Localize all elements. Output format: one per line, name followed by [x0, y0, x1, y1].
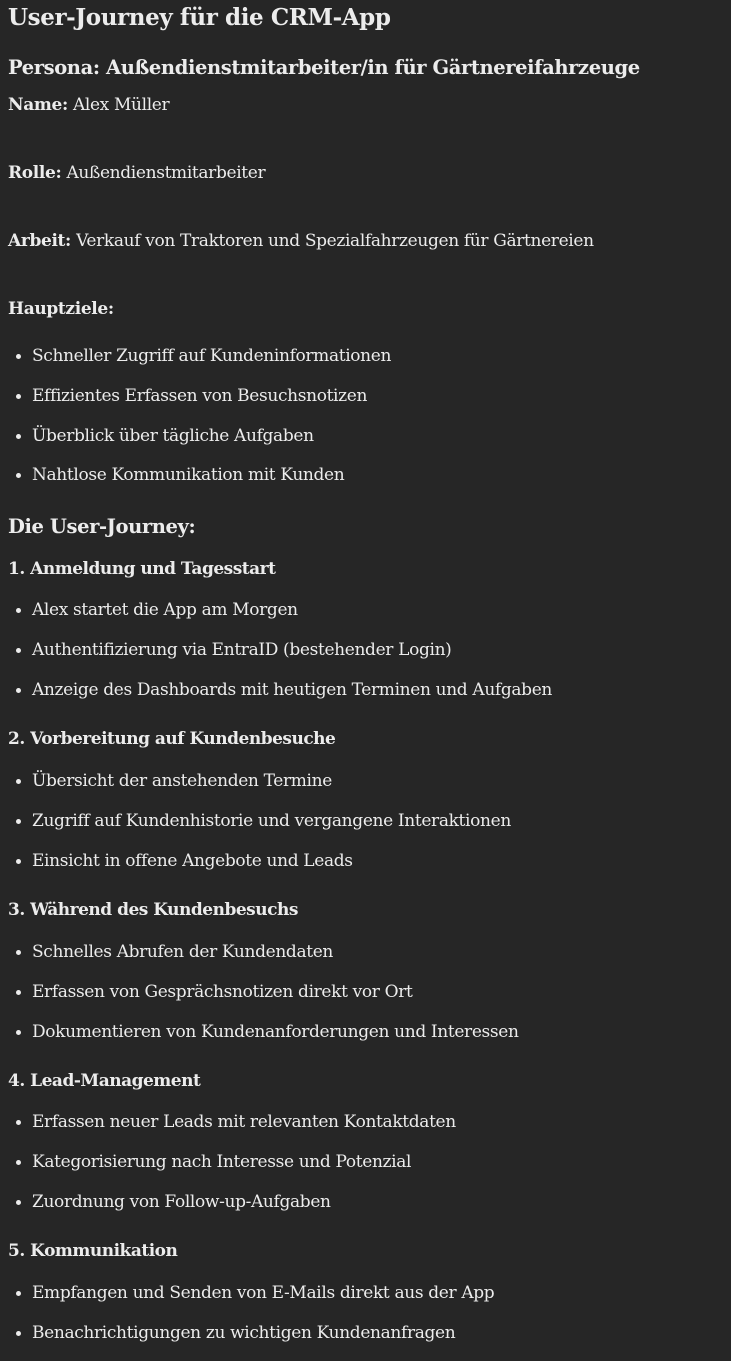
step-title: 2. Vorbereitung auf Kundenbesuche	[8, 729, 336, 749]
persona-work-label: Arbeit:	[8, 231, 71, 251]
list-item	[8, 678, 552, 718]
step-title: 1. Anmeldung und Tagesstart	[8, 559, 276, 579]
list-item-text: Nahtlose Kommunikation mit Kunden	[32, 465, 345, 486]
list-item-text: Kategorisierung nach Interesse und Potenzial	[32, 1151, 412, 1172]
list-item	[8, 1020, 519, 1060]
list-item-text: Zugriff auf Kundenhistorie und vergangene Interaktionen	[32, 810, 511, 831]
list-item	[8, 638, 552, 678]
bullet-icon	[16, 779, 21, 784]
list-item-text: Übersicht der anstehenden Termine	[32, 771, 332, 791]
bullet-icon	[16, 608, 21, 613]
list-item-text: Authentifizierung via EntraID (bestehender Login)	[32, 639, 452, 660]
step-list	[8, 598, 552, 717]
list-item-text: Schnelles Abrufen der Kundendaten	[32, 942, 334, 962]
bullet-icon	[16, 394, 21, 399]
persona-role	[8, 163, 265, 183]
step-title: 5. Kommunikation	[8, 1241, 178, 1261]
bullet-icon	[16, 688, 21, 693]
bullet-icon	[16, 990, 21, 995]
list-item-text: Erfassen von Gesprächsnotizen direkt vor Ort	[32, 981, 413, 1002]
step-list	[8, 769, 511, 888]
list-item-text: Einsicht in offene Angebote und Leads	[32, 850, 353, 871]
list-item-text: Effizientes Erfassen von Besuchsnotizen	[32, 385, 368, 406]
persona-work	[8, 231, 594, 251]
bullet-icon	[16, 434, 21, 439]
persona-heading: Persona: Außendienstmitarbeiter/in für Gärtnereifahrzeuge	[8, 56, 640, 79]
persona-role-label: Rolle:	[8, 163, 62, 183]
list-item-text: Überblick über tägliche Aufgaben	[32, 425, 314, 446]
list-item-text: Schneller Zugriff auf Kundeninformationen	[32, 346, 392, 366]
list-item	[8, 809, 511, 849]
list-item-text: Zuordnung von Follow-up-Aufgaben	[32, 1191, 331, 1212]
step-list	[8, 1281, 494, 1361]
list-item	[8, 1281, 494, 1321]
bullet-icon	[16, 1160, 21, 1165]
list-item-text: Erfassen neuer Leads mit relevanten Kontaktdaten	[32, 1112, 456, 1132]
bullet-icon	[16, 473, 21, 478]
bullet-icon	[16, 1120, 21, 1125]
persona-name-label: Name:	[8, 95, 68, 115]
persona-goals-label: Hauptziele:	[8, 299, 114, 319]
bullet-icon	[16, 859, 21, 864]
bullet-icon	[16, 1331, 21, 1336]
step-list	[8, 940, 519, 1059]
list-item-text: Alex startet die App am Morgen	[32, 600, 298, 620]
list-item	[8, 940, 519, 980]
bullet-icon	[16, 1291, 21, 1296]
list-item	[8, 424, 391, 464]
step-title: 3. Während des Kundenbesuchs	[8, 900, 298, 920]
list-item	[8, 1110, 456, 1150]
bullet-icon	[16, 950, 21, 955]
step-list	[8, 1110, 456, 1229]
persona-name-value: Alex Müller	[72, 95, 170, 115]
list-item	[8, 769, 511, 809]
list-item	[8, 980, 519, 1020]
bullet-icon	[16, 648, 21, 653]
goals-list	[8, 344, 391, 503]
list-item-text: Dokumentieren von Kundenanforderungen und Interessen	[32, 1021, 519, 1042]
persona-work-value: Verkauf von Traktoren und Spezialfahrzeugen für Gärtnereien	[76, 231, 594, 251]
bullet-icon	[16, 819, 21, 824]
bullet-icon	[16, 1200, 21, 1205]
list-item	[8, 384, 391, 424]
persona-name	[8, 95, 169, 115]
step-title: 4. Lead-Management	[8, 1071, 201, 1091]
list-item-text: Benachrichtigungen zu wichtigen Kundenanfragen	[32, 1322, 456, 1343]
bullet-icon	[16, 1030, 21, 1035]
list-item	[8, 463, 391, 503]
list-item	[8, 849, 511, 889]
bullet-icon	[16, 354, 21, 359]
list-item	[8, 1321, 494, 1361]
list-item	[8, 344, 391, 384]
list-item	[8, 1190, 456, 1230]
list-item	[8, 598, 552, 638]
persona-role-value: Außendienstmitarbeiter	[66, 163, 266, 183]
journey-heading: Die User-Journey:	[8, 515, 196, 538]
list-item-text: Empfangen und Senden von E-Mails direkt aus der App	[32, 1283, 495, 1303]
list-item-text: Anzeige des Dashboards mit heutigen Terminen und Aufgaben	[32, 679, 553, 700]
list-item	[8, 1150, 456, 1190]
page-title: User-Journey für die CRM-App	[8, 4, 391, 31]
